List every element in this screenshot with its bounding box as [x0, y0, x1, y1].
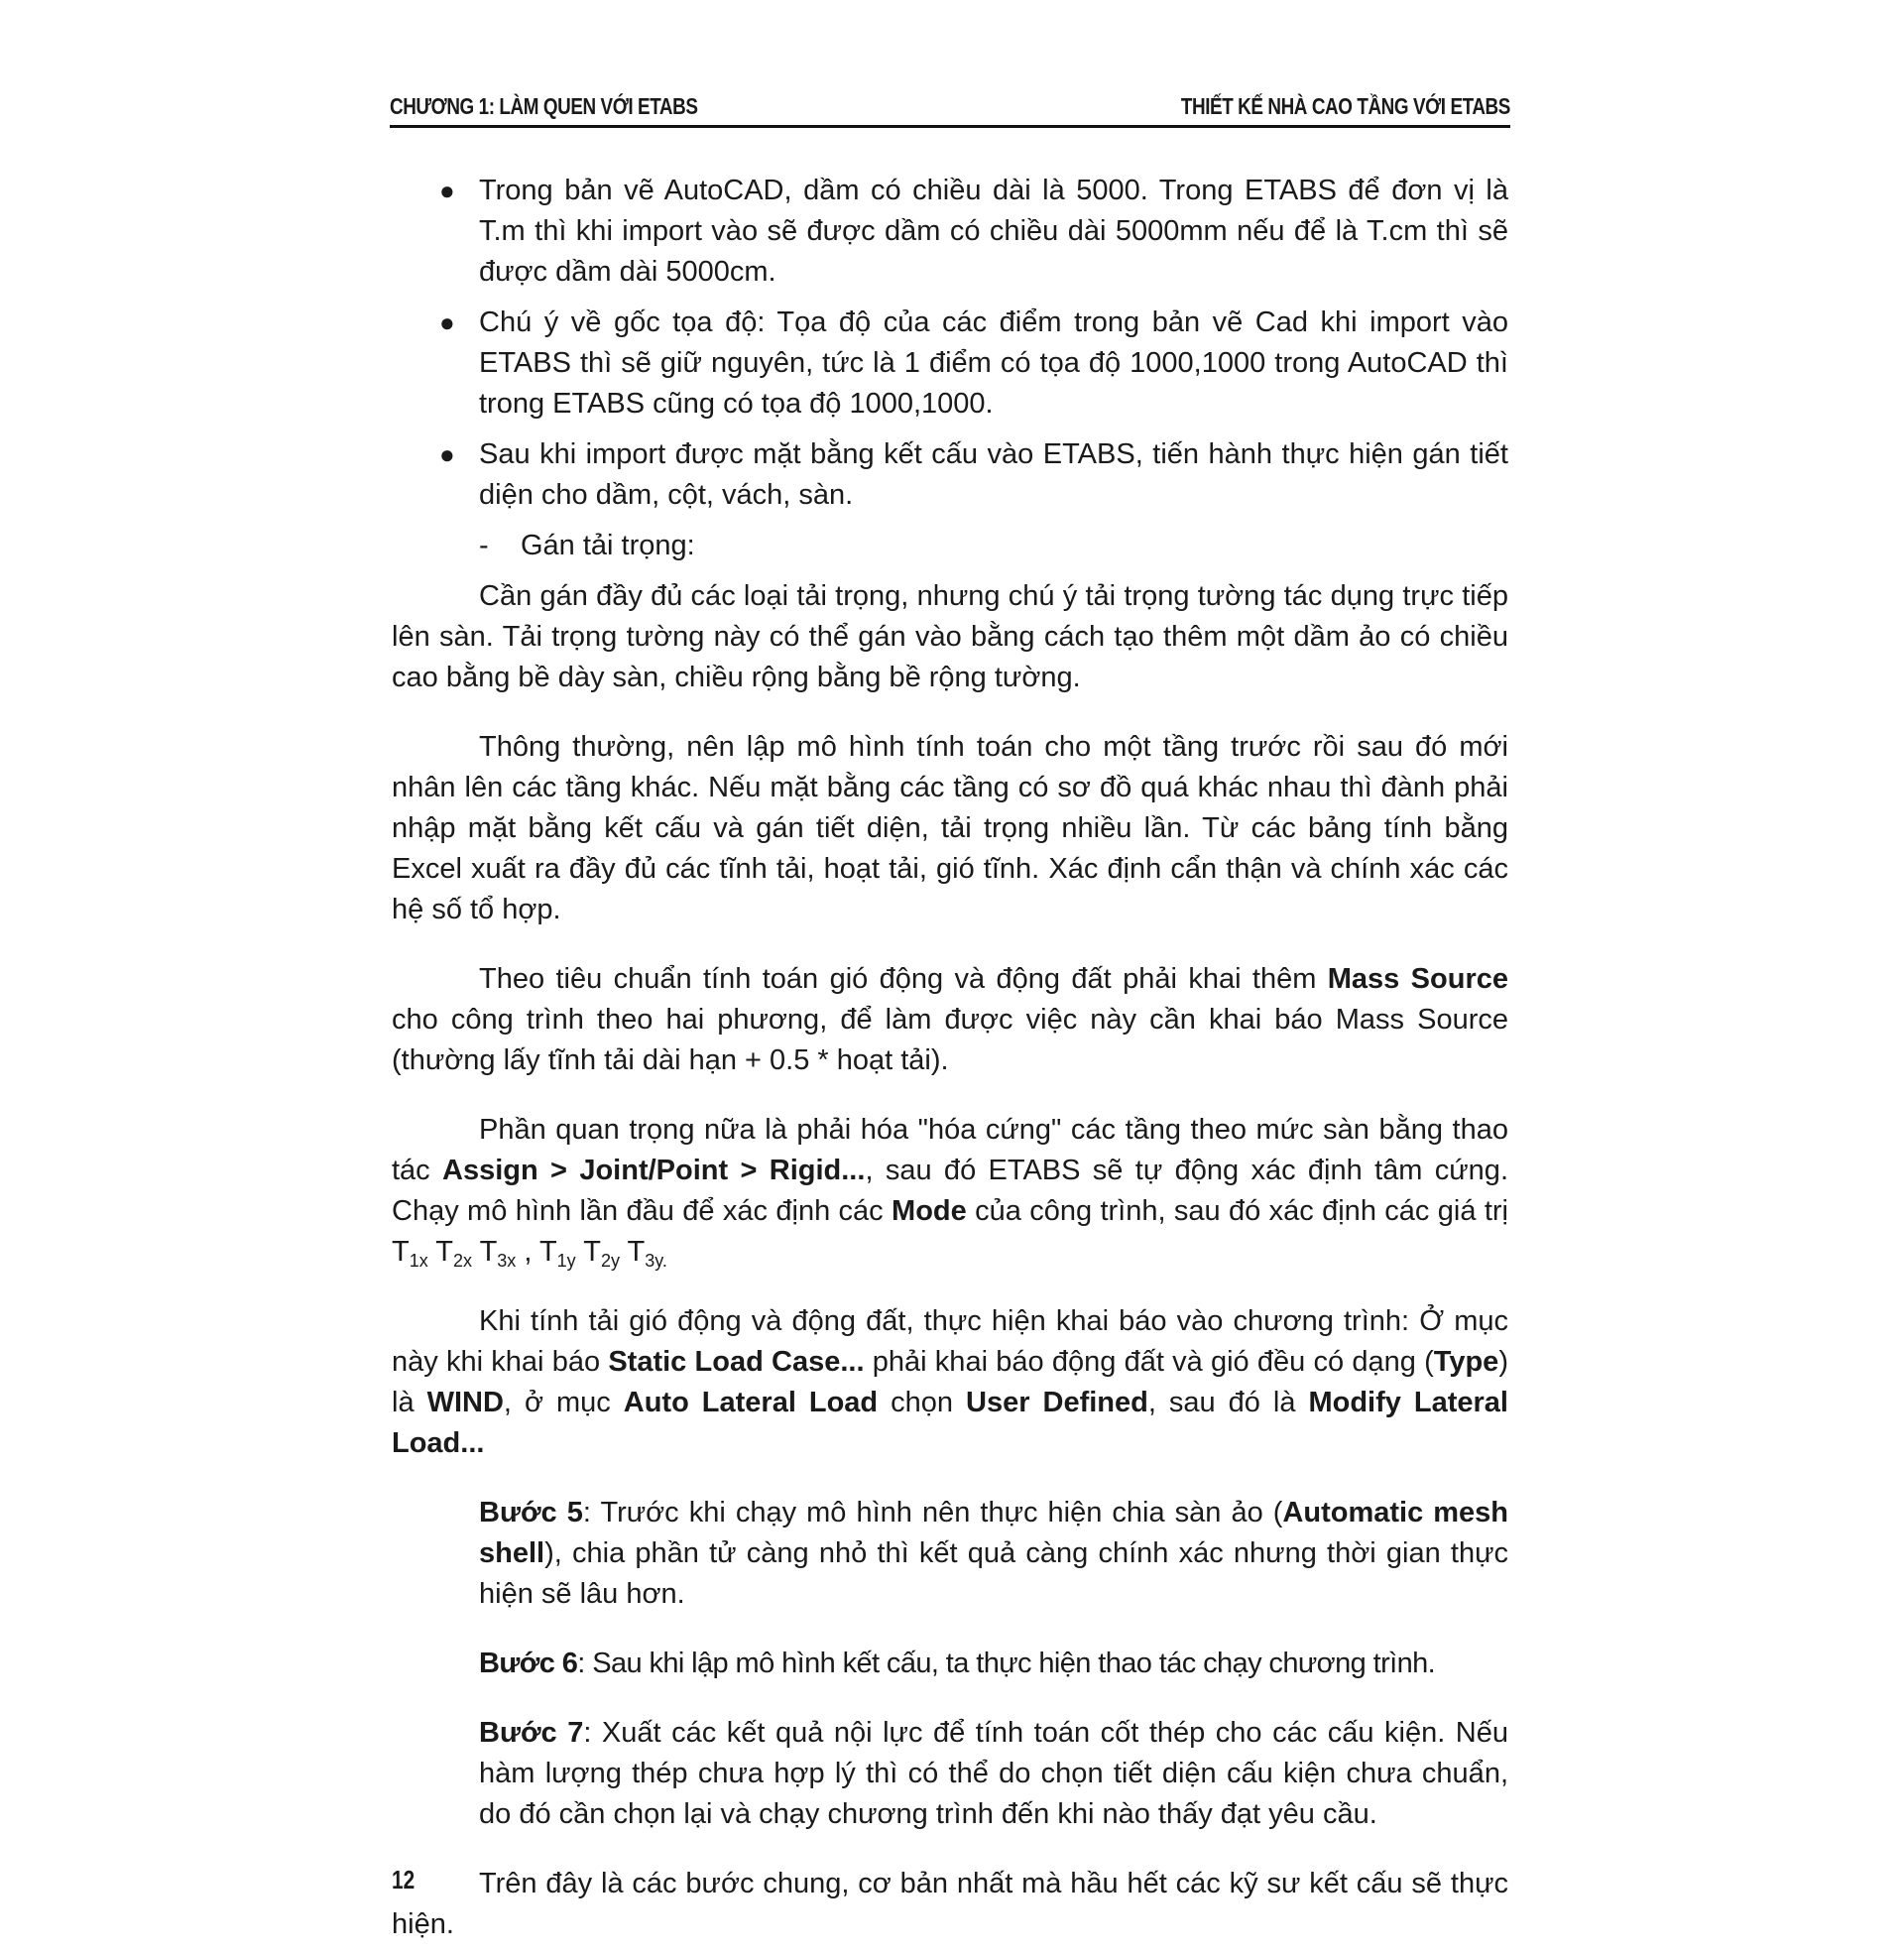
- paragraph-modeling: Thông thường, nên lập mô hình tính toán cho một tầng trước rồi sau đó mới nhân lên các tầng khác. Nếu mặt bằng các tầng có sơ đồ quá khác nhau thì đành phải nhập mặt bằng kết cấu và gán tiết diện, tải trọng nhiều lần. Từ các bảng tính bằng Excel xuất ra đầy đủ các tĩnh tải, hoạt tải, gió tĩnh. Xác định cẩn thận và chính xác các hệ số tổ hợp.: [392, 731, 1508, 925]
- bullet-icon: ●: [439, 176, 455, 205]
- period-symbol: $T_{3x}$: [479, 1236, 517, 1271]
- bullet-item: [392, 434, 1508, 516]
- step-5: Bước 5: Trước khi chạy mô hình nên thực hiện chia sàn ảo (Automatic mesh shell), chia phần tử càng nhỏ thì kết quả càng chính xác nhưng thời gian thực hiện sẽ lâu hơn.: [479, 1497, 1509, 1610]
- dash-item: [392, 526, 1508, 566]
- paragraph-rigid-diaphragm: Phần quan trọng nữa là phải hóa "hóa cứng" các tầng theo mức sàn bằng thao tác Assign > Joint/Point > Rigid..., sau đó ETABS sẽ tự động xác định tâm cứng. Chạy mô hình lần đầu để xác định các Mode của công trình, sau đó xác định các giá trị $T_{1x}$ $T_{2x}$ $T_{3x}$ , $T_{1y}$ $T_{2y}$ $T_{3y.}$: [392, 1114, 1508, 1271]
- period-symbol: $T_{2y}$: [583, 1236, 620, 1271]
- period-symbol: $T_{3y.}$: [627, 1236, 667, 1271]
- menu-path: Assign > Joint/Point > Rigid...: [442, 1155, 866, 1186]
- paragraph-wall-load: Cần gán đầy đủ các loại tải trọng, nhưng chú ý tải trọng tường tác dụng trực tiếp lên sàn. Tải trọng tường này có thể gán vào bằng cách tạo thêm một dầm ảo có chiều cao bằng bề dày sàn, chiều rộng bằng bề rộng tường.: [392, 580, 1508, 693]
- dash-text: Gán tải trọng:: [521, 530, 695, 561]
- period-symbol: $T_{1y}$: [538, 1236, 576, 1271]
- step-label: Bước 7: [479, 1717, 584, 1749]
- period-symbol: $T_{2x}$: [435, 1236, 473, 1271]
- paragraph-wind-load: Khi tính tải gió động và động đất, thực hiện khai báo vào chương trình: Ở mục này khi khai báo Static Load Case... phải khai báo động đất và gió đều có dạng (Type) là WIND, ở mục Auto Lateral Load chọn User Defined, sau đó là Modify Lateral Load...: [392, 1305, 1508, 1459]
- period-symbol: $T_{1x}$: [392, 1236, 428, 1271]
- running-header: [390, 91, 1510, 128]
- step-6: Bước 6: Sau khi lập mô hình kết cấu, ta thực hiện thao tác chạy chương trình.: [479, 1648, 1436, 1679]
- chapter-title: CHƯƠNG 1: LÀM QUEN VỚI ETABS: [390, 93, 698, 119]
- paragraph-conclusion: Trên đây là các bước chung, cơ bản nhất mà hầu hết các kỹ sư kết cấu sẽ thực hiện.: [392, 1868, 1508, 1940]
- bullet-icon: ●: [439, 307, 455, 337]
- step-label: Bước 6: [479, 1648, 578, 1679]
- term-mass-source: Mass Source: [1327, 963, 1508, 995]
- paragraph-mass-source: Theo tiêu chuẩn tính toán gió động và động đất phải khai thêm Mass Source cho công trình theo hai phương, để làm được việc này cần khai báo Mass Source (thường lấy tĩnh tải dài hạn + 0.5 * hoạt tải).: [392, 963, 1508, 1076]
- bullet-item: [392, 171, 1508, 293]
- bullet-icon: ●: [439, 439, 455, 469]
- bullet-text: Trong bản vẽ AutoCAD, dầm có chiều dài là 5000. Trong ETABS để đơn vị là T.m thì khi import vào sẽ được dầm có chiều dài 5000mm nếu để là T.cm thì sẽ được dầm dài 5000cm.: [479, 175, 1508, 288]
- term-mode: Mode: [892, 1195, 967, 1227]
- dash-marker: -: [479, 530, 489, 561]
- page-number: 12: [392, 1865, 416, 1894]
- page-body: [392, 171, 1508, 1955]
- step-7: Bước 7: Xuất các kết quả nội lực để tính toán cốt thép cho các cấu kiện. Nếu hàm lượng thép chưa hợp lý thì có thể do chọn tiết diện cấu kiện chưa chuẩn, do đó cần chọn lại và chạy chương trình đến khi nào thấy đạt yêu cầu.: [479, 1717, 1508, 1830]
- book-title: THIẾT KẾ NHÀ CAO TẦNG VỚI ETABS: [1180, 93, 1510, 119]
- bullet-text: Sau khi import được mặt bằng kết cấu vào ETABS, tiến hành thực hiện gán tiết diện cho dầm, cột, vách, sàn.: [479, 438, 1508, 511]
- bullet-item: [392, 303, 1508, 425]
- bullet-text: Chú ý về gốc tọa độ: Tọa độ của các điểm trong bản vẽ Cad khi import vào ETABS thì sẽ giữ nguyên, tức là 1 điểm có tọa độ 1000,1000 trong AutoCAD thì trong ETABS cũng có tọa độ 1000,1000.: [479, 306, 1508, 420]
- step-label: Bước 5: [479, 1497, 583, 1528]
